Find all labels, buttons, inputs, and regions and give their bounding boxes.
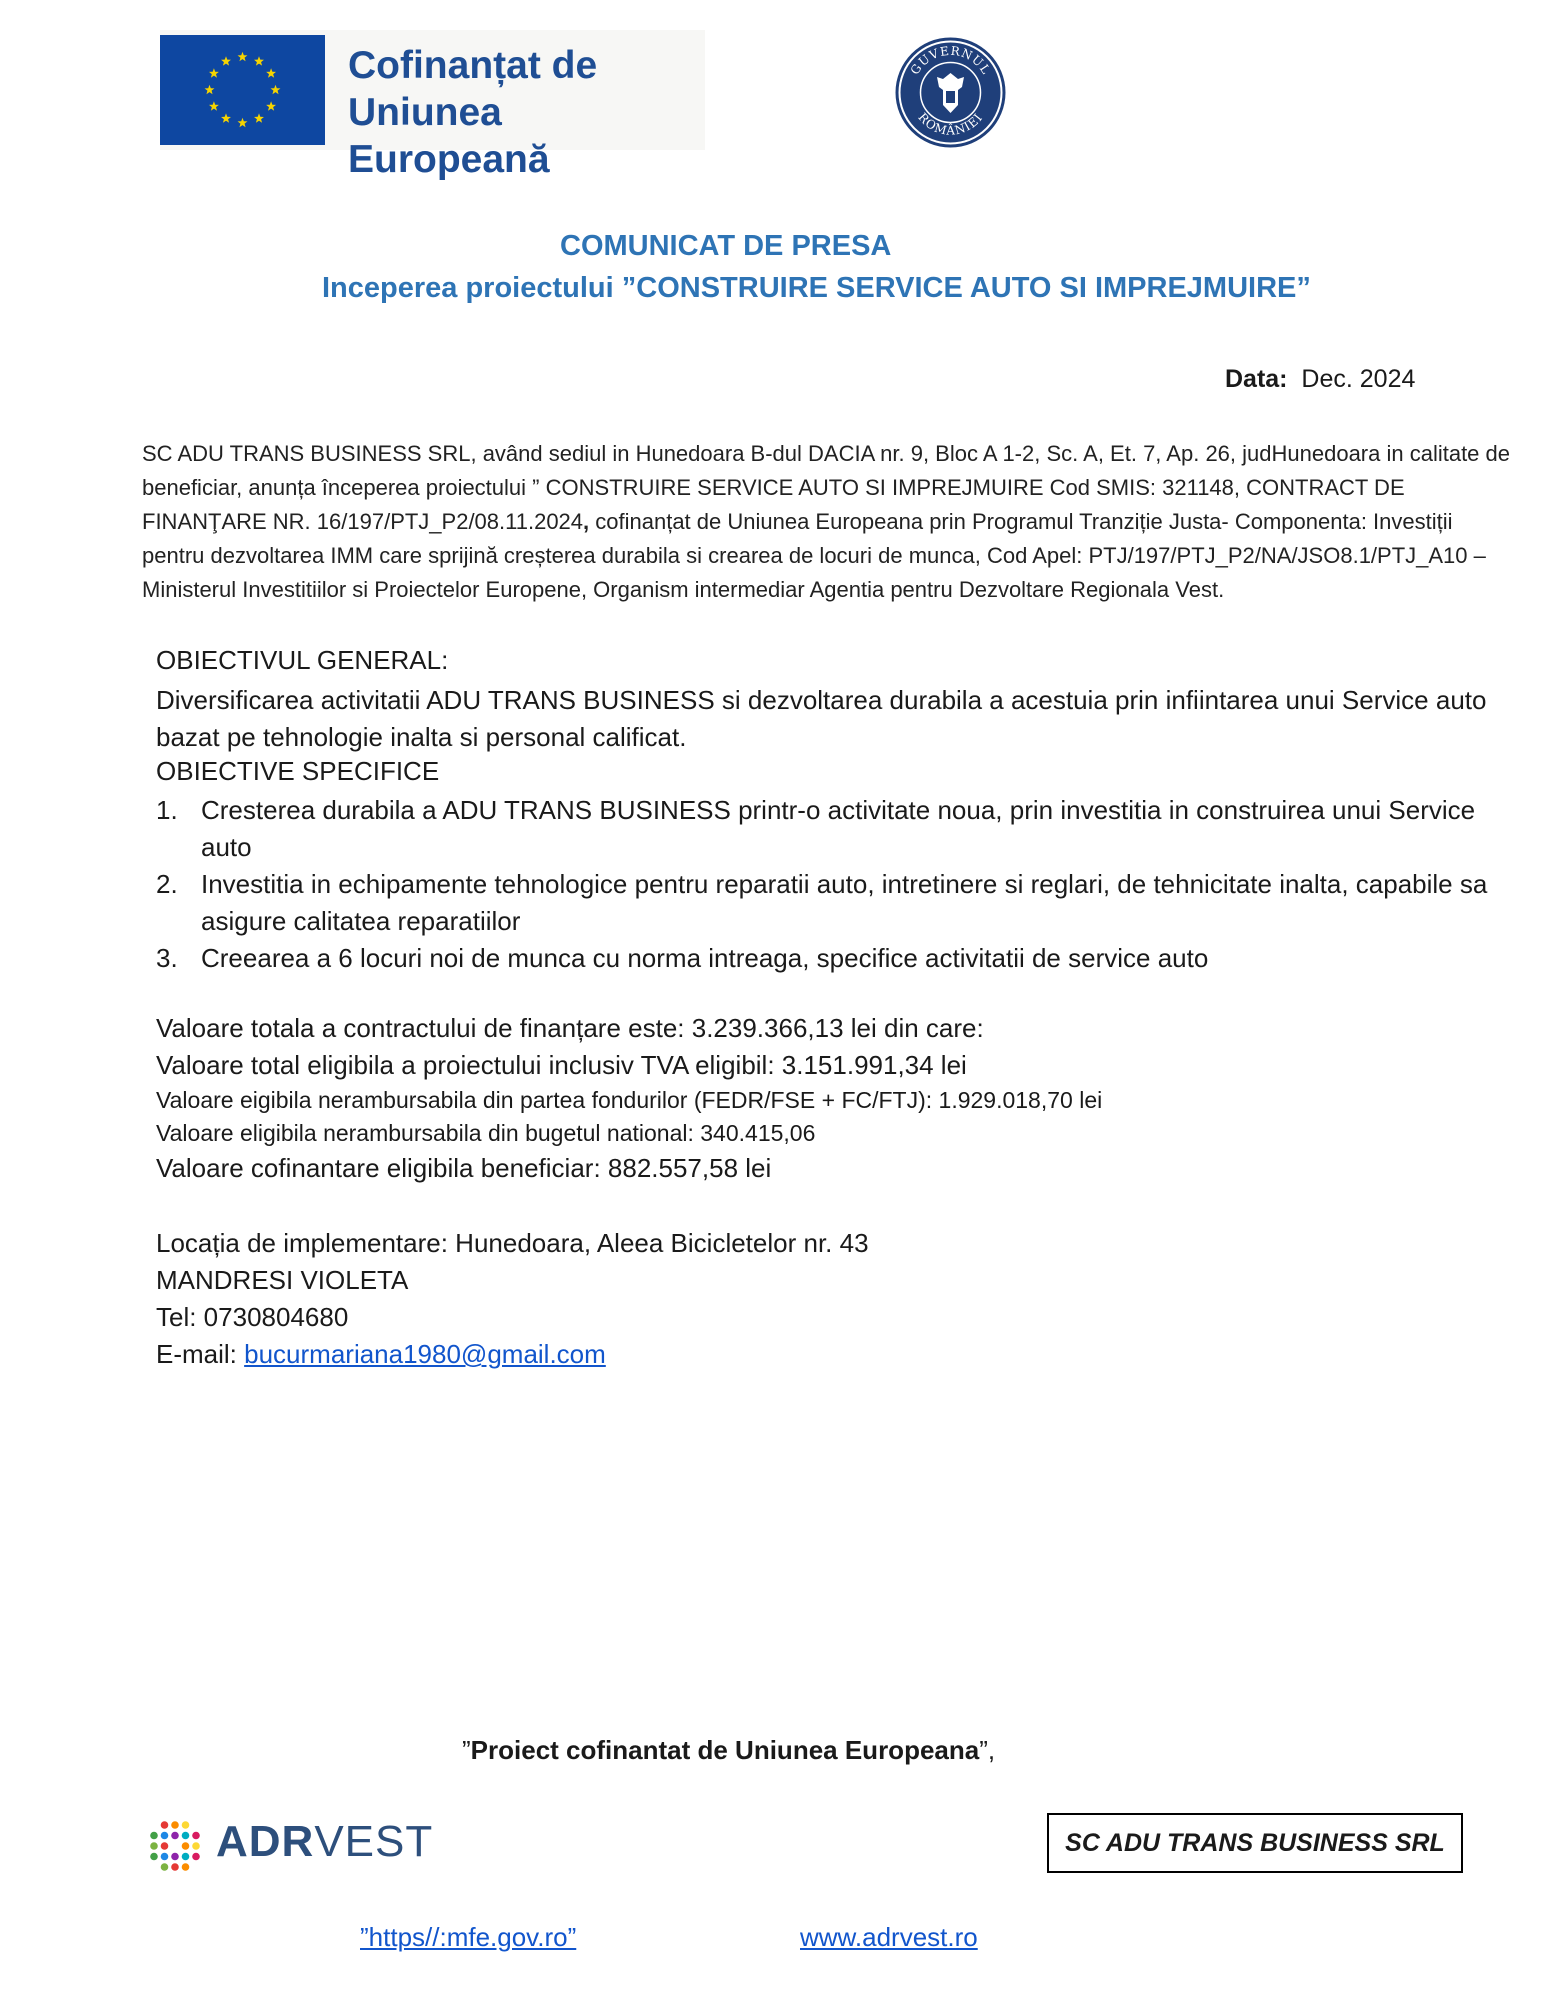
list-item-text: Cresterea durabila a ADU TRANS BUSINESS printr-o activitate noua, prin investitia in construirea unui Service auto	[201, 795, 1476, 862]
eu-star	[238, 118, 248, 127]
tagline-quote-close: ”,	[979, 1735, 996, 1765]
list-item	[156, 792, 1496, 866]
intro-bold-comma: ,	[583, 509, 590, 534]
eu-star	[266, 68, 276, 77]
tagline-text: Proiect cofinantat de Uniunea Europeana	[470, 1735, 980, 1765]
general-objective-heading: OBIECTIVUL GENERAL:	[156, 645, 449, 675]
adrvest-dot	[182, 1853, 190, 1861]
general-objective-text: Diversificarea activitatii ADU TRANS BUSINESS si dezvoltarea durabila a acestuia prin infiintarea unui Service auto bazat pe tehnologie inalta si personal calificat.	[156, 685, 1487, 752]
specific-objectives-heading: OBIECTIVE SPECIFICE	[156, 756, 440, 786]
adrvest-dot	[150, 1832, 158, 1840]
email-label: E-mail:	[156, 1339, 245, 1369]
adrvest-dot	[182, 1821, 190, 1829]
adrvest-logo-bold: ADR	[216, 1817, 315, 1866]
date-value: Dec. 2024	[1301, 365, 1416, 393]
adrvest-dot	[182, 1863, 190, 1871]
adrvest-logo	[148, 1815, 434, 1875]
eu-star	[254, 56, 264, 65]
eu-star	[254, 113, 264, 122]
intro-part-1: SC ADU TRANS BUSINESS SRL, având sediul in Hunedoara B-dul DACIA nr. 9, Bloc A 1-2, Sc. A, Et. 7, Ap. 26, judHunedoara in calitate de beneficiar, anunța începerea proiectului ” CONSTRUIRE SERVICE AUTO SI IMPREJMUIRE Cod SMIS: 321148, CONTRACT DE FINANŢARE NR. 16/197/PTJ_P2/08.11.2024	[142, 441, 1510, 534]
date-line	[1225, 365, 1415, 394]
government-seal	[893, 35, 1008, 150]
email-link[interactable]: bucurmariana1980@gmail.com	[244, 1339, 606, 1369]
specific-objectives-list	[156, 792, 1496, 977]
adrvest-dot	[171, 1821, 179, 1829]
tagline-quote-open: ”	[462, 1735, 471, 1765]
adrvest-dot	[150, 1842, 158, 1850]
seal-text-bottom: ROMÂNIEI	[915, 110, 986, 138]
total-eligible-value: Valoare total eligibila a proiectului inclusiv TVA eligibil: 3.151.991,34 lei	[156, 1050, 967, 1080]
adrvest-link[interactable]: www.adrvest.ro	[800, 1922, 978, 1952]
project-title: Inceperea proiectului ”CONSTRUIRE SERVICE AUTO SI IMPREJMUIRE”	[322, 272, 1311, 304]
list-item-number: 1.	[156, 795, 178, 825]
adrvest-logo-text	[216, 1817, 433, 1867]
eu-star	[271, 85, 281, 94]
list-item	[156, 940, 1496, 977]
intro-part-2: cofinanțat de Uniunea Europeana prin Programul Tranziție Justa- Componenta: Investiții pentru dezvoltarea IMM care sprijină creșterea durabila si crearea de locuri de munca, Cod Apel: PTJ/197/PTJ_P2/NA/JSO8.1/PTJ_A10 – Ministerul Investitiilor si Proiectelor Europene, Organism intermediar Agentia pentru Dezvoltare Regionala Vest.	[142, 509, 1486, 602]
eu-star	[221, 56, 231, 65]
beneficiary-cofinancing-value: Valoare cofinantare eligibila beneficiar: 882.557,58 lei	[156, 1153, 772, 1183]
contact-email-line	[156, 1336, 869, 1373]
contact-name: MANDRESI VIOLETA	[156, 1265, 409, 1295]
page-title: COMUNICAT DE PRESA	[560, 230, 892, 262]
eu-logo-line-1: Cofinanțat de	[348, 44, 598, 87]
date-label: Data:	[1225, 365, 1288, 393]
adrvest-dot	[161, 1821, 169, 1829]
eu-star	[209, 68, 219, 77]
company-name-box: SC ADU TRANS BUSINESS SRL	[1047, 1813, 1463, 1873]
eu-star	[221, 113, 231, 122]
adrvest-dot	[192, 1853, 200, 1861]
eu-flag-icon	[160, 35, 325, 145]
eu-logo-line-2: Uniunea Europeană	[348, 91, 550, 181]
adrvest-dot	[171, 1832, 179, 1840]
adrvest-dot	[150, 1853, 158, 1861]
adrvest-dot	[192, 1832, 200, 1840]
adrvest-dot	[161, 1832, 169, 1840]
contact-phone: Tel: 0730804680	[156, 1302, 349, 1332]
government-seal-icon	[893, 35, 1008, 150]
eu-star	[209, 101, 219, 110]
list-item-text: Creearea a 6 locuri noi de munca cu norma intreaga, specifice activitatii de service auto	[201, 943, 1209, 973]
intro-paragraph	[142, 437, 1512, 607]
national-budget-value: Valoare eligibila nerambursabila din bugetul national: 340.415,06	[156, 1120, 816, 1146]
list-item-text: Investitia in echipamente tehnologice pentru reparatii auto, intretinere si reglari, de tehnicitate inalta, capabile sa asigure calitatea reparatiilor	[201, 869, 1488, 936]
adrvest-dot	[182, 1842, 190, 1850]
adrvest-dots-icon	[148, 1819, 202, 1873]
eu-funds-value: Valoare eigibila nerambursabila din partea fondurilor (FEDR/FSE + FC/FTJ): 1.929.018,70 lei	[156, 1087, 1103, 1113]
adrvest-logo-light: VEST	[314, 1817, 434, 1866]
adrvest-dot	[182, 1832, 190, 1840]
eu-cofinancing-logo	[160, 30, 705, 181]
adrvest-dot	[171, 1853, 179, 1861]
eu-star	[205, 85, 215, 94]
list-item-number: 3.	[156, 943, 178, 973]
adrvest-dot	[171, 1863, 179, 1871]
eu-logo-text	[348, 42, 705, 183]
contact-block	[156, 1225, 869, 1373]
seal-text-top: GUVERNUL	[907, 43, 994, 78]
implementation-location: Locația de implementare: Hunedoara, Aleea Bicicletelor nr. 43	[156, 1228, 869, 1258]
adrvest-dot	[161, 1863, 169, 1871]
adrvest-dot	[192, 1842, 200, 1850]
list-item-number: 2.	[156, 869, 178, 899]
financial-values	[156, 1010, 1102, 1187]
eu-star	[266, 101, 276, 110]
adrvest-dot	[161, 1842, 169, 1850]
list-item	[156, 866, 1496, 940]
total-contract-value: Valoare totala a contractului de finanțare este: 3.239.366,13 lei din care:	[156, 1013, 984, 1043]
mfe-link[interactable]: ”https//:mfe.gov.ro”	[360, 1922, 577, 1952]
eu-star	[238, 52, 248, 61]
cofinancing-tagline	[462, 1735, 995, 1766]
adrvest-dot	[161, 1853, 169, 1861]
